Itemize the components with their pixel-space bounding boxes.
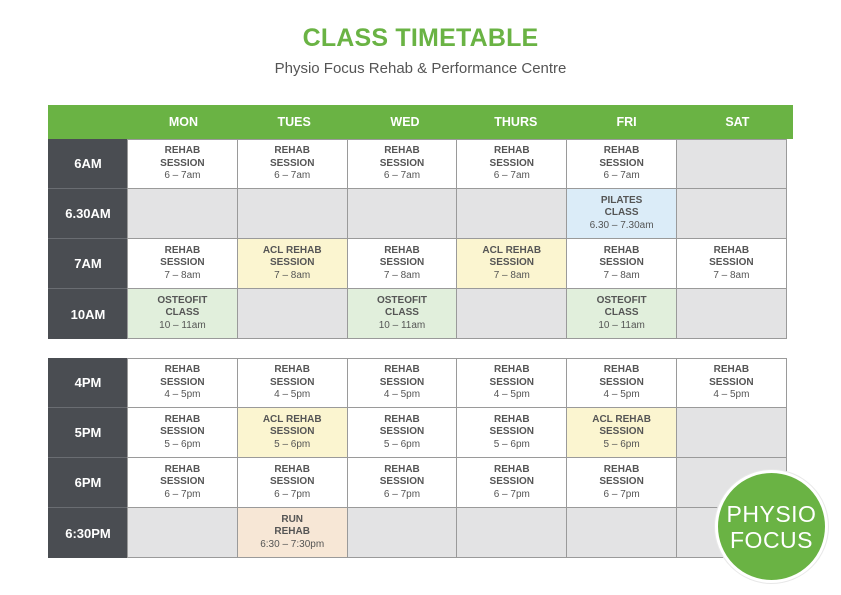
timetable-row <box>48 458 793 508</box>
class-time: 6:30 – 7:30pm <box>260 538 325 550</box>
class-time: 6 – 7pm <box>493 488 530 500</box>
timetable-row <box>48 289 793 339</box>
empty-cell <box>676 288 787 339</box>
class-cell <box>237 407 348 458</box>
class-name: ACL REHAB SESSION <box>262 413 322 438</box>
class-time: 5 – 6pm <box>603 438 640 450</box>
header-corner <box>48 105 128 139</box>
time-slot-label: 5PM <box>48 408 128 458</box>
class-name: REHAB SESSION <box>599 244 644 269</box>
class-cell <box>676 238 787 289</box>
class-time: 6 – 7pm <box>383 488 421 500</box>
morning-timetable <box>48 139 793 339</box>
class-name: REHAB SESSION <box>489 145 535 169</box>
class-name: PILATES CLASS <box>600 194 643 219</box>
day-header-wed: WED <box>390 115 420 129</box>
class-cell <box>456 457 567 508</box>
class-name: REHAB SESSION <box>489 364 535 388</box>
class-time: 6 – 7am <box>493 170 530 182</box>
class-name: REHAB SESSION <box>269 145 315 169</box>
class-name: REHAB SESSION <box>379 145 425 169</box>
class-cell <box>566 139 677 189</box>
class-cell <box>566 457 677 508</box>
empty-cell <box>456 507 567 558</box>
time-slot-label: 6:30PM <box>48 508 128 558</box>
empty-cell <box>347 188 458 239</box>
class-time: 6 – 7am <box>603 170 640 182</box>
time-slot-label: 4PM <box>48 358 128 408</box>
class-time: 4 – 5pm <box>603 389 640 401</box>
class-cell <box>237 238 348 289</box>
time-slot-label: 7AM <box>48 239 128 289</box>
class-time: 7 – 8am <box>164 269 201 281</box>
class-cell <box>347 407 458 458</box>
class-cell <box>347 139 458 189</box>
evening-timetable <box>48 358 793 558</box>
class-cell <box>347 457 458 508</box>
empty-cell <box>127 507 238 558</box>
class-name: REHAB SESSION <box>160 244 205 269</box>
class-cell <box>127 407 238 458</box>
class-cell <box>566 358 677 408</box>
class-cell <box>347 358 458 408</box>
class-time: 4 – 5pm <box>164 389 201 401</box>
class-time: 4 – 5pm <box>493 389 530 401</box>
class-cell <box>456 139 567 189</box>
class-time: 6 – 7am <box>274 170 311 182</box>
class-cell <box>456 358 567 408</box>
time-slot-label: 6.30AM <box>48 189 128 239</box>
empty-cell <box>456 188 567 239</box>
time-slot-label: 6PM <box>48 458 128 508</box>
logo-line-1: PHYSIO <box>726 500 817 527</box>
class-name: REHAB SESSION <box>269 463 315 488</box>
class-name: REHAB SESSION <box>160 413 205 438</box>
empty-cell <box>676 139 787 189</box>
class-name: ACL REHAB SESSION <box>482 244 542 269</box>
empty-cell <box>676 407 787 458</box>
day-header-thurs: THURS <box>494 115 538 129</box>
class-cell <box>347 238 458 289</box>
timetable-row <box>48 239 793 289</box>
class-name: REHAB SESSION <box>489 413 535 438</box>
time-slot-label: 6AM <box>48 139 128 189</box>
class-time: 4 – 5pm <box>383 389 421 401</box>
class-name: REHAB SESSION <box>599 364 644 388</box>
class-name: REHAB SESSION <box>160 463 205 488</box>
empty-cell <box>347 507 458 558</box>
class-name: RUN REHAB <box>274 513 310 538</box>
class-cell <box>127 457 238 508</box>
timetable-row <box>48 408 793 458</box>
class-name: REHAB SESSION <box>379 244 425 269</box>
class-name: ACL REHAB SESSION <box>592 413 651 438</box>
class-time: 6 – 7pm <box>603 488 640 500</box>
class-cell <box>347 288 458 339</box>
class-cell <box>566 407 677 458</box>
timetable-row <box>48 139 793 189</box>
class-time: 7 – 8am <box>713 269 750 281</box>
class-name: REHAB SESSION <box>379 463 425 488</box>
class-time: 10 – 11am <box>378 319 426 331</box>
class-cell <box>237 358 348 408</box>
class-name: REHAB SESSION <box>379 364 425 388</box>
class-time: 7 – 8am <box>493 269 530 281</box>
class-time: 7 – 8am <box>383 269 421 281</box>
class-time: 7 – 8am <box>603 269 640 281</box>
day-header-tues: TUES <box>277 115 311 129</box>
class-name: REHAB SESSION <box>489 463 535 488</box>
class-time: 6 – 7pm <box>274 488 311 500</box>
class-cell <box>566 288 677 339</box>
class-time: 10 – 11am <box>598 319 645 331</box>
class-cell <box>456 238 567 289</box>
empty-cell <box>237 288 348 339</box>
class-time: 6.30 – 7.30am <box>589 219 654 231</box>
day-header-mon: MON <box>168 115 198 129</box>
class-time: 5 – 6pm <box>383 438 421 450</box>
empty-cell <box>676 188 787 239</box>
page-subtitle: Physio Focus Rehab & Performance Centre <box>274 60 567 77</box>
class-cell <box>237 507 348 558</box>
day-header-bar <box>48 105 793 139</box>
page-title: CLASS TIMETABLE <box>302 24 539 52</box>
class-name: OSTEOFIT CLASS <box>596 294 647 319</box>
day-header-sat: SAT <box>725 115 750 129</box>
timetable-row <box>48 508 793 558</box>
class-cell <box>127 238 238 289</box>
empty-cell <box>456 288 567 339</box>
class-time: 4 – 5pm <box>713 389 750 401</box>
class-time: 6 – 7am <box>164 170 201 182</box>
class-time: 10 – 11am <box>159 319 206 331</box>
class-time: 7 – 8am <box>274 269 311 281</box>
class-time: 6 – 7am <box>383 170 421 182</box>
class-time: 5 – 6pm <box>164 438 201 450</box>
class-name: REHAB SESSION <box>709 364 754 388</box>
class-cell <box>127 139 238 189</box>
class-name: OSTEOFIT CLASS <box>157 294 208 319</box>
day-header-fri: FRI <box>616 115 637 129</box>
class-cell <box>237 457 348 508</box>
class-time: 4 – 5pm <box>274 389 311 401</box>
physio-focus-logo <box>715 470 828 583</box>
class-cell <box>127 358 238 408</box>
class-name: REHAB SESSION <box>599 463 644 488</box>
class-cell <box>456 407 567 458</box>
empty-cell <box>566 507 677 558</box>
class-cell <box>676 358 787 408</box>
time-slot-label: 10AM <box>48 289 128 339</box>
logo-line-2: FOCUS <box>730 526 813 553</box>
class-cell <box>237 139 348 189</box>
class-name: ACL REHAB SESSION <box>262 244 322 269</box>
empty-cell <box>127 188 238 239</box>
class-name: REHAB SESSION <box>709 244 754 269</box>
class-name: REHAB SESSION <box>160 145 205 169</box>
class-name: REHAB SESSION <box>599 145 644 169</box>
timetable-row <box>48 189 793 239</box>
class-name: REHAB SESSION <box>379 413 425 438</box>
class-time: 5 – 6pm <box>493 438 530 450</box>
class-cell <box>566 188 677 239</box>
class-cell <box>127 288 238 339</box>
class-name: REHAB SESSION <box>269 364 315 388</box>
timetable-row <box>48 358 793 408</box>
class-time: 5 – 6pm <box>274 438 311 450</box>
class-cell <box>566 238 677 289</box>
class-name: OSTEOFIT CLASS <box>376 294 427 319</box>
class-name: REHAB SESSION <box>160 364 205 388</box>
empty-cell <box>237 188 348 239</box>
class-time: 6 – 7pm <box>164 488 201 500</box>
